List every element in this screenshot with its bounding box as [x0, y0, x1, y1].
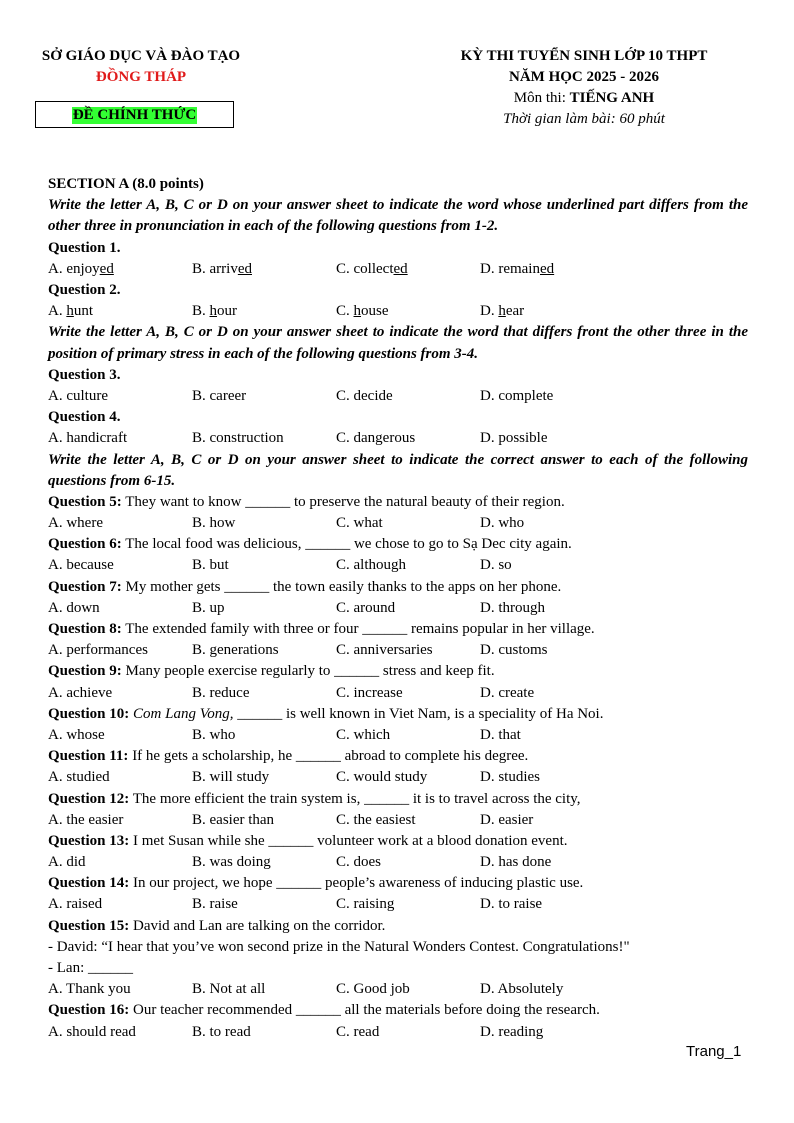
question-label: Question 14: — [48, 875, 130, 892]
question-9-options — [48, 683, 748, 704]
option-d: D. so — [480, 557, 512, 574]
option-c: C. Good job — [336, 981, 410, 998]
option-b: B. how — [192, 515, 236, 532]
option-d: D. Absolutely — [480, 981, 564, 998]
question-text: I met Susan while she ______ volunteer work at a blood donation event. — [129, 832, 568, 849]
option-b: B. career — [192, 387, 247, 404]
question-11-options — [48, 767, 748, 788]
option-b: B. up — [192, 599, 225, 616]
option-d: D. through — [480, 599, 545, 616]
question-label: Question 5: — [48, 493, 122, 510]
section-title: SECTION A (8.0 points) — [48, 176, 204, 192]
option-c: C. anniversaries — [336, 642, 433, 659]
official-exam-box — [35, 101, 234, 128]
option-b: B. will study — [192, 769, 270, 786]
question-text: The extended family with three or four ______ remains popular in her village. — [121, 621, 595, 638]
option-c: C. although — [336, 557, 406, 574]
question-12 — [48, 789, 748, 810]
option-c: C. raising — [336, 896, 395, 913]
option-d: D. that — [480, 726, 521, 743]
question-3-options — [48, 386, 748, 407]
question-label: Question 4. — [48, 409, 121, 426]
question-text: The more efficient the train system is, ______ it is to travel across the city, — [129, 790, 581, 807]
option-a: A. hunt — [48, 303, 94, 320]
option-a: A. because — [48, 557, 114, 574]
question-text: My mother gets ______ the town easily thanks to the apps on her phone. — [121, 578, 562, 595]
question-12-options — [48, 810, 748, 831]
subject-line — [432, 88, 736, 109]
option-d: D. hear — [480, 303, 525, 320]
option-a: A. achieve — [48, 684, 113, 701]
question-5 — [48, 492, 748, 513]
question-8-options — [48, 640, 748, 661]
subject-prefix: Môn thi: — [513, 90, 570, 106]
question-9 — [48, 661, 748, 682]
option-c: C. the easiest — [336, 811, 416, 828]
question-label: Question 9: — [48, 663, 122, 680]
option-b: B. but — [192, 557, 229, 574]
option-d: D. easier — [480, 811, 534, 828]
question-1-options — [48, 259, 748, 280]
option-c: C. which — [336, 726, 391, 743]
question-13-options — [48, 852, 748, 873]
question-13 — [48, 831, 748, 852]
option-b: B. raise — [192, 896, 238, 913]
option-d: D. remained — [480, 260, 555, 277]
option-b: B. arrived — [192, 260, 252, 277]
option-d: D. complete — [480, 387, 554, 404]
option-b: B. construction — [192, 430, 284, 447]
question-16-options — [48, 1022, 748, 1043]
option-a: A. performances — [48, 642, 148, 659]
option-d: D. customs — [480, 642, 548, 659]
option-d: D. reading — [480, 1023, 544, 1040]
question-6 — [48, 534, 748, 555]
option-c: C. dangerous — [336, 430, 416, 447]
question-label: Question 7: — [48, 578, 122, 595]
option-a: A. studied — [48, 769, 110, 786]
department-name: SỞ GIÁO DỤC VÀ ĐÀO TẠO — [41, 48, 241, 64]
question-text: In our project, we hope ______ people’s awareness of inducing plastic use. — [129, 875, 584, 892]
option-a: A. enjoyed — [48, 260, 114, 277]
option-c: C. decide — [336, 387, 393, 404]
exam-time: Thời gian làm bài: 60 phút — [503, 111, 665, 127]
dialogue-david: - David: “I hear that you’ve won second prize in the Natural Wonders Contest. Congratulations!" — [48, 938, 630, 955]
question-6-options — [48, 555, 748, 576]
option-a: A. should read — [48, 1023, 136, 1040]
province-name: ĐỒNG THÁP — [95, 69, 187, 85]
option-b: B. was doing — [192, 854, 271, 871]
question-5-options — [48, 513, 748, 534]
question-text: If he gets a scholarship, he ______ abroad to complete his degree. — [128, 748, 529, 765]
option-b: B. hour — [192, 303, 238, 320]
option-c: C. what — [336, 515, 383, 532]
question-14 — [48, 873, 748, 894]
option-d: D. to raise — [480, 896, 543, 913]
header-right — [432, 46, 736, 130]
option-c: C. house — [336, 303, 389, 320]
option-b: B. to read — [192, 1023, 251, 1040]
option-c: C. collected — [336, 260, 408, 277]
question-label: Question 16: — [48, 1002, 130, 1019]
question-label: Question 1. — [48, 239, 121, 256]
question-text: They want to know ______ to preserve the natural beauty of their region. — [121, 493, 565, 510]
option-d: D. possible — [480, 430, 548, 447]
option-a: A. whose — [48, 726, 105, 743]
question-label: Question 13: — [48, 832, 130, 849]
question-15-options — [48, 979, 748, 1000]
option-c: C. read — [336, 1023, 380, 1040]
question-label: Question 12: — [48, 790, 130, 807]
option-c: C. increase — [336, 684, 403, 701]
question-7-options — [48, 598, 748, 619]
option-a: A. down — [48, 599, 100, 616]
question-16 — [48, 1000, 748, 1021]
question-10-options — [48, 725, 748, 746]
exam-title: KỲ THI TUYỂN SINH LỚP 10 THPT — [460, 48, 708, 64]
question-14-options — [48, 894, 748, 915]
option-a: A. handicraft — [48, 430, 128, 447]
question-text: Our teacher recommended ______ all the materials before doing the research. — [129, 1002, 600, 1019]
header-left — [28, 46, 254, 88]
question-text: David and Lan are talking on the corridor. — [129, 917, 386, 934]
option-a: A. where — [48, 515, 103, 532]
question-8 — [48, 619, 748, 640]
option-b: B. easier than — [192, 811, 275, 828]
option-a: A. the easier — [48, 811, 124, 828]
option-c: C. would study — [336, 769, 428, 786]
question-2-options — [48, 301, 748, 322]
option-d: D. has done — [480, 854, 552, 871]
question-dish-name: Com Lang Vong, — [129, 705, 234, 722]
subject-name: TIẾNG ANH — [569, 90, 655, 106]
question-label: Question 8: — [48, 621, 122, 638]
question-11 — [48, 746, 748, 767]
question-label: Question 3. — [48, 366, 121, 383]
question-label: Question 6: — [48, 536, 122, 553]
instruction-stress: Write the letter A, B, C or D on your answer sheet to indicate the word that differs front the other three in the position of primary stress in each of the following questions from 3-4. — [48, 324, 748, 362]
option-a: A. raised — [48, 896, 103, 913]
question-text: The local food was delicious, ______ we chose to go to Sạ Dec city again. — [121, 536, 572, 553]
school-year: NĂM HỌC 2025 - 2026 — [509, 69, 659, 85]
question-15 — [48, 916, 748, 937]
option-c: C. does — [336, 854, 381, 871]
question-label: Question 10: — [48, 705, 130, 722]
option-a: A. Thank you — [48, 981, 131, 998]
question-label: Question 11: — [48, 748, 129, 765]
instruction-pronunciation: Write the letter A, B, C or D on your answer sheet to indicate the word whose underlined part differs from the other three in pronunciation in each of the following questions from 1-2. — [48, 197, 748, 235]
question-text: ______ is well known in Viet Nam, is a speciality of Ha Noi. — [233, 705, 604, 722]
option-a: A. did — [48, 854, 86, 871]
dialogue-lan: - Lan: ______ — [48, 960, 133, 977]
question-text: Many people exercise regularly to ______ stress and keep fit. — [121, 663, 495, 680]
option-c: C. around — [336, 599, 396, 616]
option-b: B. Not at all — [192, 981, 266, 998]
question-10 — [48, 704, 748, 725]
question-4-options — [48, 428, 748, 449]
official-exam-label: ĐỀ CHÍNH THỨC — [72, 107, 197, 123]
option-d: D. create — [480, 684, 535, 701]
question-label: Question 15: — [48, 917, 130, 934]
page-number: Trang_1 — [686, 1043, 742, 1060]
option-b: B. who — [192, 726, 236, 743]
option-d: D. who — [480, 515, 525, 532]
option-a: A. culture — [48, 387, 108, 404]
option-d: D. studies — [480, 769, 540, 786]
exam-content — [48, 174, 748, 1043]
question-label: Question 2. — [48, 281, 121, 298]
instruction-correct-answer: Write the letter A, B, C or D on your answer sheet to indicate the correct answer to each of the following questions from 6-15. — [48, 451, 748, 489]
option-b: B. generations — [192, 642, 279, 659]
option-b: B. reduce — [192, 684, 250, 701]
question-7 — [48, 577, 748, 598]
